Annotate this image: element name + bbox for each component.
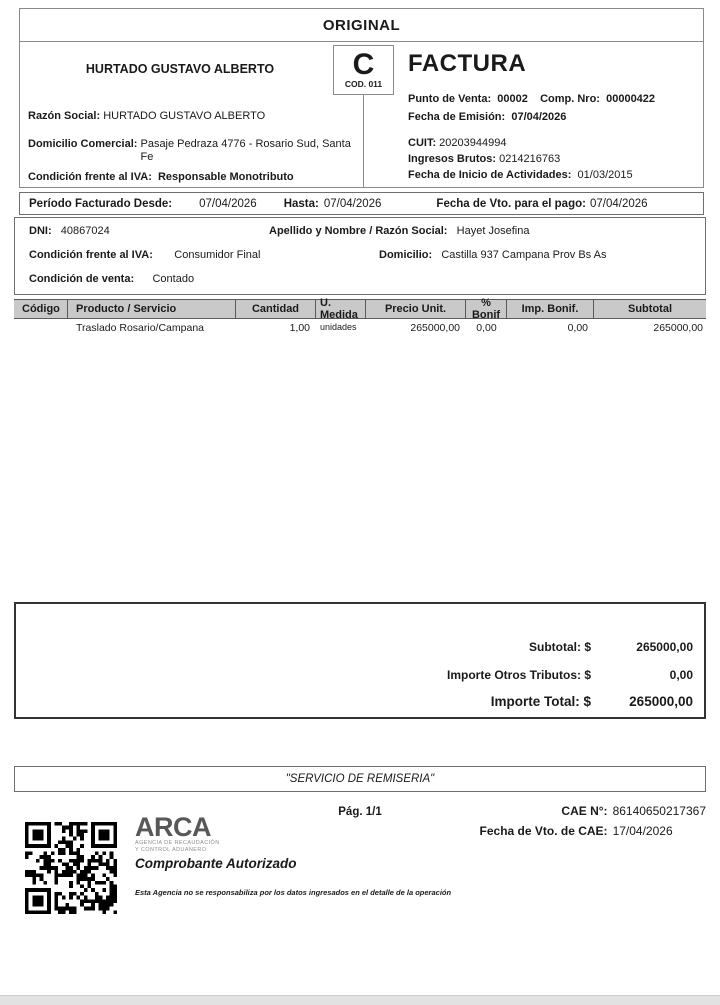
subtotal-value: 265000,00 bbox=[636, 640, 693, 654]
razon-social-value: HURTADO GUSTAVO ALBERTO bbox=[103, 110, 266, 122]
customer-dni-value: 40867024 bbox=[60, 225, 110, 237]
totals-box bbox=[14, 602, 706, 719]
customer-venta-label: Condición de venta: bbox=[29, 273, 135, 285]
inicio-actividades-row bbox=[408, 169, 633, 182]
razon-social-label: Razón Social: bbox=[28, 110, 101, 122]
disclaimer-text: Esta Agencia no se responsabiliza por los datos ingresados en el detalle de la operación bbox=[135, 888, 452, 897]
seller-domicilio-row bbox=[28, 138, 352, 164]
invoice-letter-box bbox=[333, 45, 394, 95]
arca-caption-line2: Y CONTROL ADUANERO bbox=[135, 846, 207, 853]
item-impbonif: 0,00 bbox=[567, 322, 588, 334]
customer-domicilio-label: Domicilio: bbox=[379, 249, 433, 261]
invoice-letter-code: COD. 011 bbox=[344, 79, 383, 89]
otros-tributos-value: 0,00 bbox=[669, 668, 693, 682]
col-header-codigo: Código bbox=[14, 300, 68, 318]
inicio-actividades-label: Fecha de Inicio de Actividades: bbox=[408, 169, 572, 181]
inicio-actividades-value: 01/03/2015 bbox=[577, 169, 633, 181]
col-header-subtotal: Subtotal bbox=[628, 303, 672, 315]
customer-iva-row bbox=[29, 249, 260, 261]
observations-text: "SERVICIO DE REMISERIA" bbox=[285, 773, 435, 785]
customer-venta-value: Contado bbox=[152, 273, 195, 285]
col-header-bonif: % Bonif bbox=[466, 300, 507, 318]
col-header-impbonif: Imp. Bonif. bbox=[507, 300, 594, 318]
periodo-hasta-value: 07/04/2026 bbox=[323, 197, 382, 210]
cuit-label: CUIT: bbox=[408, 137, 437, 149]
item-precio: 265000,00 bbox=[410, 322, 460, 334]
periodo-facturado-strip bbox=[19, 192, 704, 215]
periodo-vto-value: 07/04/2026 bbox=[589, 197, 648, 210]
ingresos-brutos-label: Ingresos Brutos: bbox=[408, 153, 497, 165]
item-umedida: unidades bbox=[320, 322, 357, 332]
authorized-text: Comprobante Autorizado bbox=[135, 856, 297, 871]
cae-block bbox=[480, 804, 706, 838]
periodo-vto-label: Fecha de Vto. para el pago: bbox=[436, 197, 586, 210]
customer-box bbox=[14, 217, 706, 295]
customer-venta-row bbox=[29, 273, 194, 285]
punto-venta-label: Punto de Venta: bbox=[408, 93, 492, 105]
customer-dni-label: DNI: bbox=[29, 225, 52, 237]
arca-caption-line1: AGENCIA DE RECAUDACIÓN bbox=[135, 840, 220, 846]
fecha-emision-row bbox=[408, 111, 566, 124]
otros-tributos-row bbox=[11, 668, 704, 682]
col-header-producto: Producto / Servicio bbox=[68, 300, 236, 318]
seller-iva-row bbox=[28, 171, 294, 184]
importe-total-value: 265000,00 bbox=[629, 694, 693, 709]
fecha-emision-label: Fecha de Emisión: bbox=[408, 111, 506, 123]
customer-dni-row bbox=[29, 225, 110, 237]
customer-iva-value: Consumidor Final bbox=[174, 249, 261, 261]
seller-name: HURTADO GUSTAVO ALBERTO bbox=[85, 62, 275, 76]
customer-domicilio-value: Castilla 937 Campana Prov Bs As bbox=[441, 249, 607, 261]
customer-domicilio-row bbox=[379, 249, 606, 261]
comp-nro-label: Comp. Nro: bbox=[540, 93, 600, 105]
ingresos-brutos-row bbox=[408, 153, 560, 166]
page-number: Pág. 1/1 bbox=[338, 806, 382, 818]
subtotal-label: Subtotal: $ bbox=[529, 640, 591, 654]
cuit-value: 20203944994 bbox=[439, 137, 507, 149]
comp-nro-value: 00000422 bbox=[606, 93, 656, 105]
importe-total-label: Importe Total: $ bbox=[490, 694, 591, 709]
seller-razon-social-row bbox=[28, 110, 265, 123]
item-subtotal: 265000,00 bbox=[653, 322, 703, 334]
arca-logo bbox=[135, 814, 220, 853]
viewer-bottom-bar bbox=[0, 995, 720, 1005]
col-header-cantidad: Cantidad bbox=[236, 300, 316, 318]
copy-type-label: ORIGINAL bbox=[322, 16, 401, 34]
subtotal-row bbox=[11, 640, 704, 654]
col-header-precio: Precio Unit. bbox=[366, 300, 466, 318]
customer-name-value: Hayet Josefina bbox=[456, 225, 530, 237]
periodo-desde-label: Período Facturado Desde: bbox=[29, 197, 173, 210]
importe-total-row bbox=[11, 694, 704, 709]
domicilio-comercial-value: Pasaje Pedraza 4776 - Rosario Sud, Santa Fe bbox=[140, 138, 351, 163]
punto-venta-row bbox=[408, 93, 655, 106]
table-row bbox=[14, 322, 706, 336]
fecha-emision-value: 07/04/2026 bbox=[511, 111, 567, 123]
cae-value: 86140650217367 bbox=[612, 804, 706, 818]
customer-name-row bbox=[269, 225, 529, 237]
cae-vto-value: 17/04/2026 bbox=[612, 824, 673, 838]
col-header-umedida: U. Medida bbox=[316, 300, 366, 318]
periodo-desde-value: 07/04/2026 bbox=[199, 197, 257, 210]
domicilio-comercial-label: Domicilio Comercial: bbox=[28, 138, 138, 150]
item-cantidad: 1,00 bbox=[289, 322, 310, 334]
header-divider bbox=[363, 95, 364, 188]
ingresos-brutos-value: 0214216763 bbox=[499, 153, 561, 165]
cae-vto-label: Fecha de Vto. de CAE: bbox=[479, 824, 608, 838]
item-producto: Traslado Rosario/Campana bbox=[76, 322, 205, 334]
arca-logo-text: ARCA bbox=[135, 812, 211, 842]
items-table-header bbox=[14, 299, 706, 319]
seller-iva-label: Condición frente al IVA: bbox=[28, 171, 152, 183]
item-bonif: 0,00 bbox=[476, 322, 497, 334]
cuit-row bbox=[408, 137, 506, 150]
item-codigo bbox=[14, 322, 68, 336]
customer-name-label: Apellido y Nombre / Razón Social: bbox=[269, 225, 448, 237]
doc-type-title: FACTURA bbox=[408, 50, 527, 77]
punto-venta-value: 00002 bbox=[497, 93, 528, 105]
observations-box bbox=[14, 766, 706, 792]
cae-label: CAE N°: bbox=[561, 804, 608, 818]
qr-code bbox=[25, 822, 117, 914]
copy-type-banner bbox=[19, 8, 704, 42]
periodo-hasta-label: Hasta: bbox=[283, 197, 319, 210]
seller-iva-value: Responsable Monotributo bbox=[157, 171, 294, 183]
customer-iva-label: Condición frente al IVA: bbox=[29, 249, 153, 261]
invoice-letter: C bbox=[352, 48, 375, 81]
otros-tributos-label: Importe Otros Tributos: $ bbox=[446, 668, 591, 682]
